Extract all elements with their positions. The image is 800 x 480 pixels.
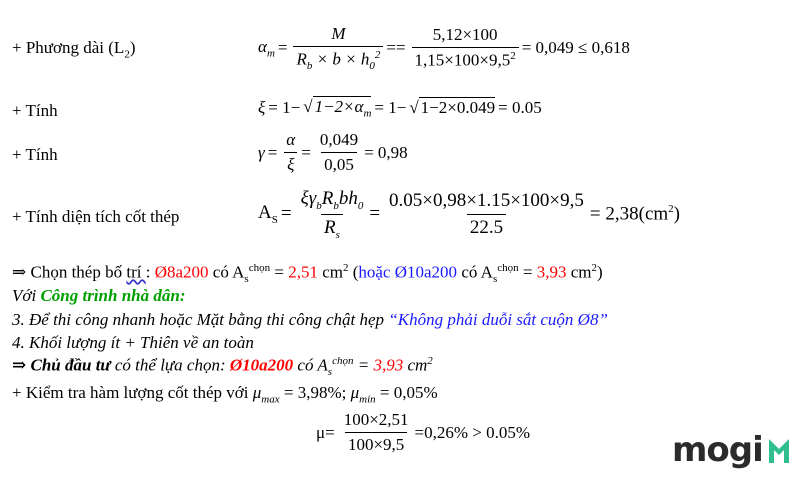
row4-label: + Tính diện tích cốt thép — [12, 207, 180, 226]
note-line-3: 4. Khối lượng ít + Thiên về an toàn — [12, 333, 254, 352]
note-line-1: Với Công trình nhà dân: — [12, 286, 186, 305]
row3-label: + Tính — [12, 145, 58, 164]
note-line-2: 3. Để thi công nhanh hoặc Mặt bằng thi công chật hẹp “Không phải duỗi sắt cuộn Ø8” — [12, 310, 608, 329]
row1-label: + Phương dài $(L_2)$ — [12, 38, 136, 61]
row3-equation: γ = $\frac{\alpha}{\xi}$ = $\frac{0,049}{0,05}$ = 0,98 — [258, 130, 408, 174]
row1-fraction1: $\frac{M}{R_b \times b \times h_0^2}$ — [293, 24, 383, 72]
mogi-logo-mark-shape — [769, 439, 789, 463]
row2-label: + Tính — [12, 101, 58, 120]
choose-line: ⇒ Chọn thép bố trí : Ø8a200 có $A_s^{chọn} = 2,51$ $cm^2$ (hoặc Ø10a200 có $A_s^{chọn} = 3,93$ $cm^2$) — [12, 262, 603, 286]
check-line: + Kiểm tra hàm lượng cốt thép với $\mu_{max} = 3,98\%$; $\mu_{min} = 0,05\%$ — [12, 383, 438, 406]
mogi-logo-text: mogi — [672, 430, 763, 470]
row2-equation: ξ = 1− √ $1-2\times\alpha_m$ = 1− √ 1−2×0.049 = 0.05 — [258, 97, 542, 120]
row1-equation: $\alpha_m$ = $\frac{M}{R_b \times b \times h_0^2}$ == $\frac{5,12\times 100}{1,15\times 100\times 9,5^2}$ = 0,049 ≤ 0,618 — [258, 24, 630, 73]
mogi-logo-icon — [768, 438, 790, 464]
row1-fraction2: $\frac{5,12\times 100}{1,15\times 100\times 9,5^2}$ — [412, 25, 519, 71]
mu-equation: μ= $\frac{100\times 2,51}{100\times 9,5}$ =0,26% > 0.05% — [316, 410, 531, 454]
row4-equation: $A_S$ = $\frac{\xi\gamma_bR_bbh_0}{R_s}$ = $\frac{0.05\times 0,98\times 1.15\times 100\times 9,5}{22.5}$ = $2,38(cm^2)$ — [258, 188, 680, 241]
note-line-4: ⇒ Chủ đầu tư có thể lựa chọn: Ø10a200 có $A_s^{chọn} = 3,93$ $cm^2$ — [12, 355, 433, 379]
